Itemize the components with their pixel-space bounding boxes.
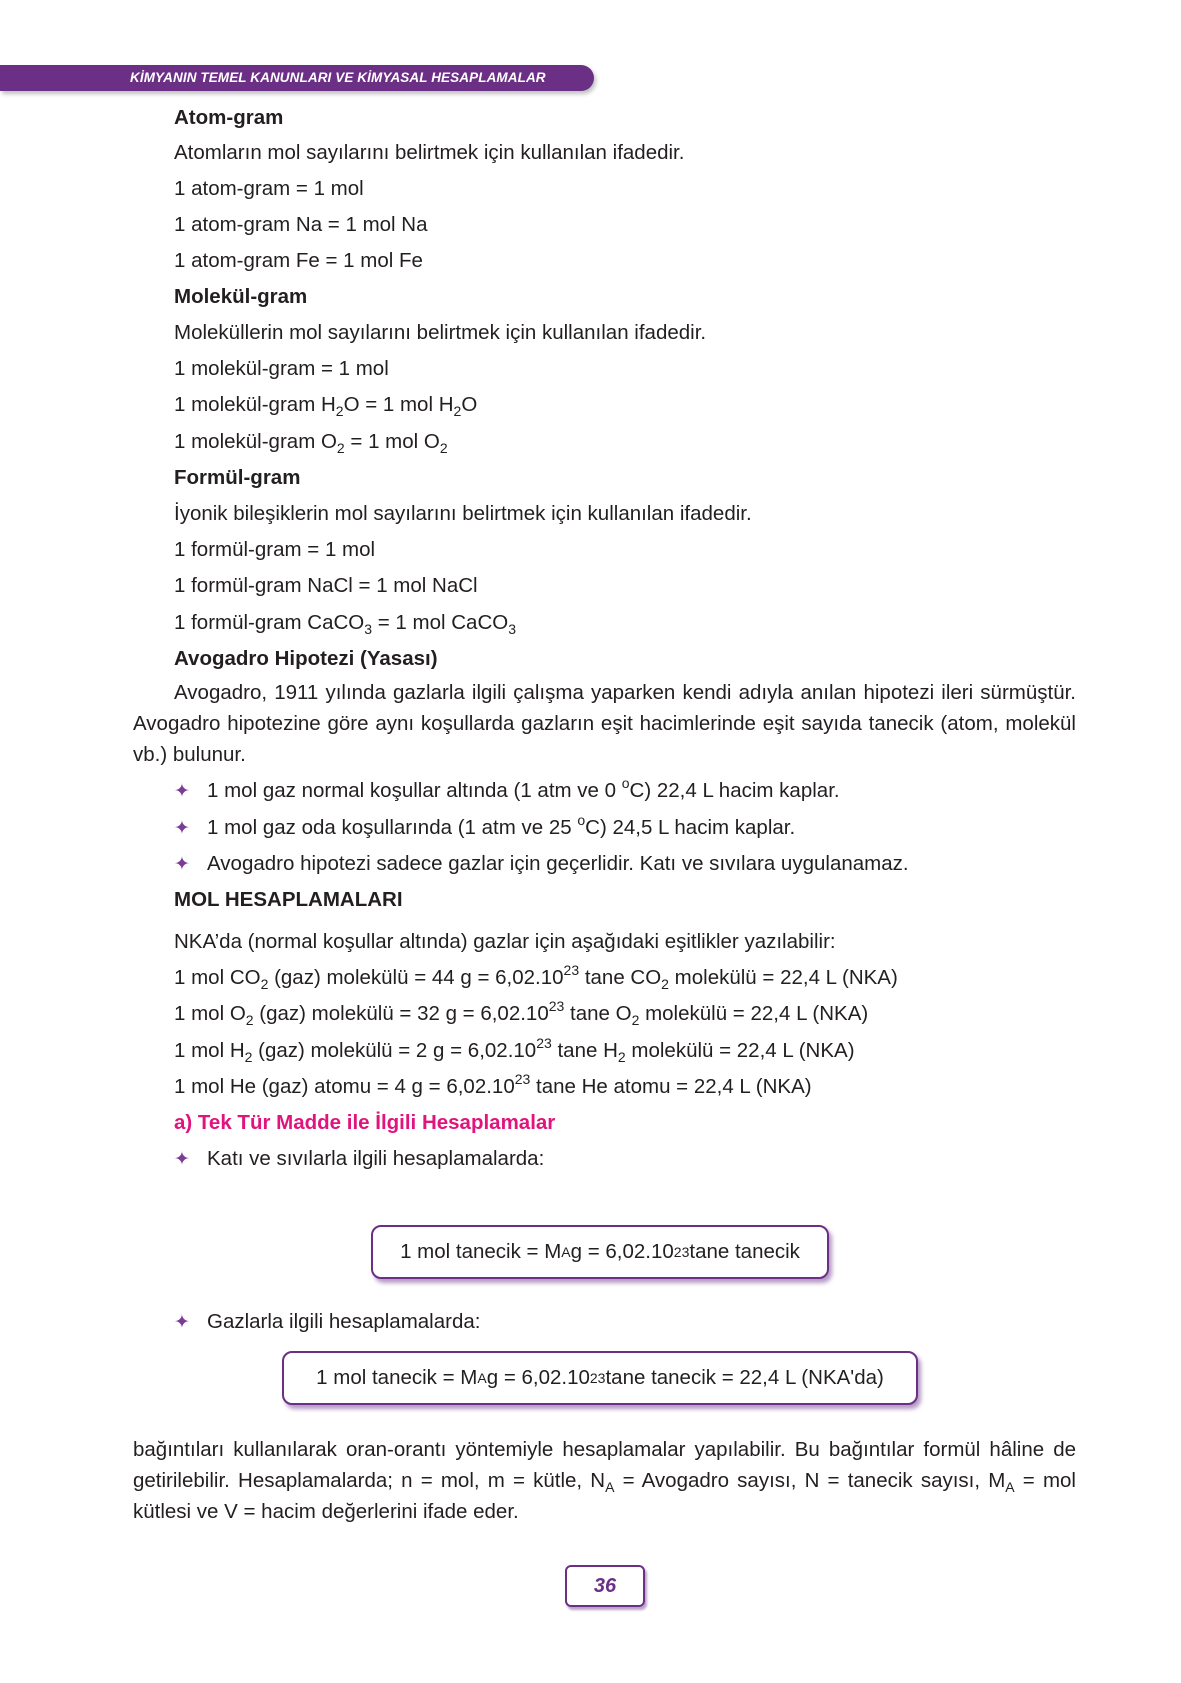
heading-mol-hesaplamalari: MOL HESAPLAMALARI <box>174 888 403 911</box>
atom-gram-line-3: 1 atom-gram Fe = 1 mol Fe <box>174 249 423 272</box>
molekul-gram-desc: Moleküllerin mol sayılarını belirtmek için kullanılan ifadedir. <box>174 321 707 344</box>
chapter-banner <box>0 65 594 91</box>
atom-gram-line-2: 1 atom-gram Na = 1 mol Na <box>174 213 428 236</box>
mol-eq-2: 1 mol $O_2$ (gaz) molekülü = 32 $g = 6,02.10^{23}$ tane $O_2$ molekülü = 22,4 L (NKA) <box>174 998 869 1028</box>
avogadro-bullet-1: ✦ 1 mol gaz normal koşullar altında (1 atm ve 0 $^o$C) 22,4 L hacim kaplar. <box>174 778 840 805</box>
tek-tur-bullet-1: ✦ Katı ve sıvılarla ilgili hesaplamalarda: <box>174 1146 544 1173</box>
mol-eq-1: 1 mol $CO_2$ (gaz) molekülü = 44 $g = 6,02.10^{23}$ tane $CO_2$ molekülü = 22,4 L (NKA) <box>174 962 898 992</box>
heading-avogadro: Avogadro Hipotezi (Yasası) <box>174 647 438 670</box>
star-bullet-icon: ✦ <box>174 1312 190 1333</box>
mol-eq-4: 1 mol He (gaz) atomu = 4 $g = 6,02.10^{23}$ tane He atomu = 22,4 L (NKA) <box>174 1071 812 1098</box>
molekul-gram-line-2: 1 molekül-gram $H_2O = 1$ mol $H_2O$ <box>174 393 478 419</box>
star-bullet-icon: ✦ <box>174 1149 190 1170</box>
formul-gram-desc: İyonik bileşiklerin mol sayılarını belirtmek için kullanılan ifadedir. <box>174 502 752 525</box>
heading-molekul-gram: Molekül-gram <box>174 285 308 308</box>
formul-gram-line-3: 1 formül-gram CaCO$_3$ = 1 mol CaCO$_3$ <box>174 611 516 637</box>
closing-paragraph: bağıntıları kullanılarak oran-orantı yöntemiyle hesaplamalar yapılabilir. Bu bağıntılar formül hâline de getirilebilir. Hesaplamalarda; n = mol, m = kütle, $N_A$ = Avogadro sayısı, N = tanecik sayısı, $M_A$ = mol kütlesi ve V = hacim değerlerini ifade eder. <box>133 1438 1076 1523</box>
heading-tek-tur: a) Tek Tür Madde ile İlgili Hesaplamalar <box>174 1111 556 1134</box>
atom-gram-desc: Atomların mol sayılarını belirtmek için kullanılan ifadedir. <box>174 141 685 164</box>
mol-eq-3: 1 mol $H_2$ (gaz) molekülü = 2 $g = 6,02.10^{23}$ tane $H_2$ molekülü = 22,4 L (NKA) <box>174 1035 855 1065</box>
star-bullet-icon: ✦ <box>174 854 190 875</box>
star-bullet-icon: ✦ <box>174 818 190 839</box>
formula-box-1: 1 mol tanecik = M A g = 6,02.10 23 tane tanecik <box>371 1225 829 1279</box>
molekul-gram-line-3: 1 molekül-gram $O_2 = 1$ mol $O_2$ <box>174 430 448 456</box>
chapter-title: KİMYANIN TEMEL KANUNLARI VE KİMYASAL HESAPLAMALAR <box>130 70 546 85</box>
heading-atom-gram: Atom-gram <box>174 106 284 129</box>
star-bullet-icon: ✦ <box>174 781 190 802</box>
heading-formul-gram: Formül-gram <box>174 466 301 489</box>
molekul-gram-line-1: 1 molekül-gram = 1 mol <box>174 357 389 380</box>
formul-gram-line-1: 1 formül-gram = 1 mol <box>174 538 376 561</box>
avogadro-bullet-2: ✦ 1 mol gaz oda koşullarında (1 atm ve 25 $^o$C) 24,5 L hacim kaplar. <box>174 815 795 842</box>
avogadro-bullet-3: ✦ Avogadro hipotezi sadece gazlar için geçerlidir. Katı ve sıvılara uygulanamaz. <box>174 851 909 878</box>
mol-intro: NKA’da (normal koşullar altında) gazlar için aşağıdaki eşitlikler yazılabilir: <box>174 930 836 953</box>
formul-gram-line-2: 1 formül-gram NaCl = 1 mol NaCl <box>174 574 478 597</box>
tek-tur-bullet-2: ✦ Gazlarla ilgili hesaplamalarda: <box>174 1309 480 1336</box>
page-number: 36 <box>565 1565 645 1607</box>
formula-box-2: 1 mol tanecik = M A g = 6,02.10 23 tane tanecik = 22,4 L (NKA'da) <box>282 1351 918 1405</box>
avogadro-paragraph: Avogadro, 1911 yılında gazlarla ilgili çalışma yaparken kendi adıyla anılan hipotezi ileri sürmüştür. Avogadro hipotezine göre aynı koşullarda gazların eşit hacimlerinde eşit sayıda tanecik (atom, molekül vb.) bulunur. <box>133 681 1076 766</box>
atom-gram-line-1: 1 atom-gram = 1 mol <box>174 177 364 200</box>
